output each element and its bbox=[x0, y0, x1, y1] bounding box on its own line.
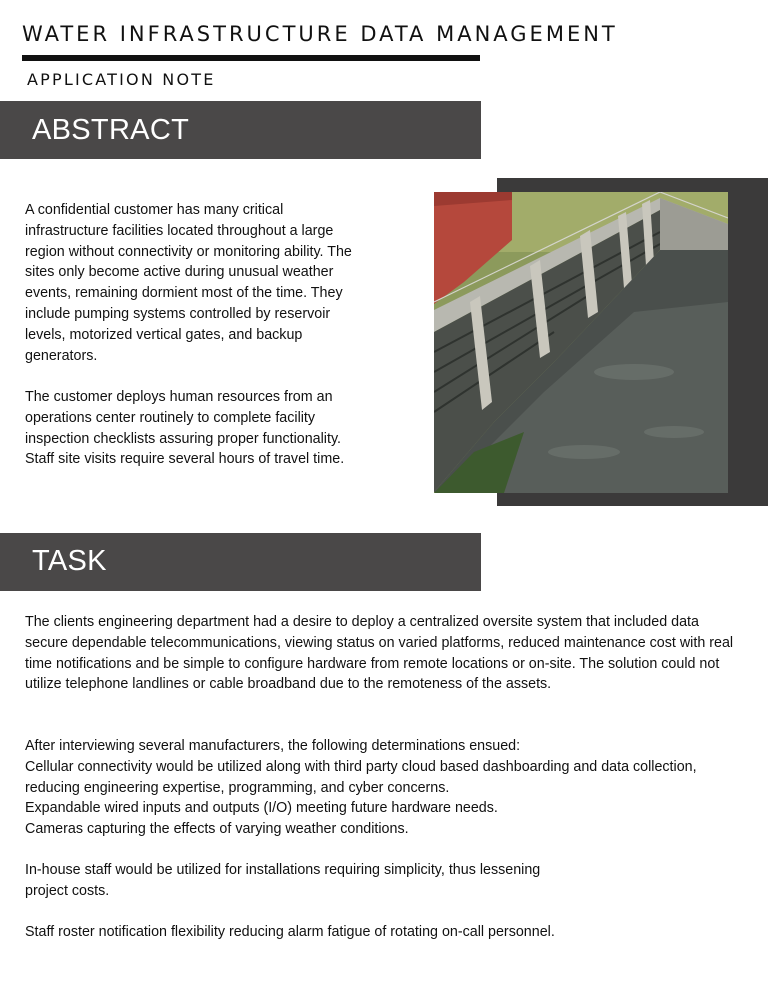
abstract-paragraph-1: A confidential customer has many critical infrastructure facilities located throughout a large region without connectivity or monitoring ability. The sites only become active during unusual weather events, remaining dormient most of the time. They include pumping systems controlled by reservoir levels, motorized vertical gates, and backup generators. bbox=[25, 202, 352, 364]
document-subtitle: APPLICATION NOTE bbox=[27, 70, 216, 89]
document-title: WATER INFRASTRUCTURE DATA MANAGEMENT bbox=[22, 22, 618, 46]
abstract-paragraph-2: The customer deploys human resources from an operations center routinely to complete facility inspection checklists assuring proper functionality. Staff site visits require several hours of travel time. bbox=[25, 389, 345, 468]
task-heading-bar bbox=[0, 533, 481, 591]
task-determination-2: Expandable wired inputs and outputs (I/O) meeting future hardware needs. bbox=[25, 800, 498, 816]
task-determination-3: Cameras capturing the effects of varying weather conditions. bbox=[25, 821, 409, 837]
task-heading: TASK bbox=[32, 545, 107, 577]
abstract-heading-bar bbox=[0, 101, 481, 159]
task-paragraph-1: The clients engineering department had a desire to deploy a centralized oversite system that included data secure dependable telecommunications, viewing status on varied platforms, reduced maintenance cost with real time notifications and be simple to configure hardware from remote locations or on-site. The solution could not utilize telephone landlines or cable broadband due to the remoteness of the assets. bbox=[25, 614, 734, 693]
task-intro: After interviewing several manufacturers, the following determinations ensued: bbox=[25, 738, 521, 754]
title-underline bbox=[22, 55, 480, 61]
task-paragraph-4: Staff roster notification flexibility reducing alarm fatigue of rotating on-call personnel. bbox=[25, 924, 555, 940]
task-determination-1: Cellular connectivity would be utilized along with third party cloud based dashboarding and data collection, reducing engineering expertise, programming, and cyber concerns. bbox=[25, 759, 697, 796]
task-paragraph-3: In-house staff would be utilized for installations requiring simplicity, thus lessening project costs. bbox=[25, 862, 541, 899]
abstract-heading: ABSTRACT bbox=[32, 114, 190, 146]
reservoir-gate-photo bbox=[434, 192, 728, 493]
